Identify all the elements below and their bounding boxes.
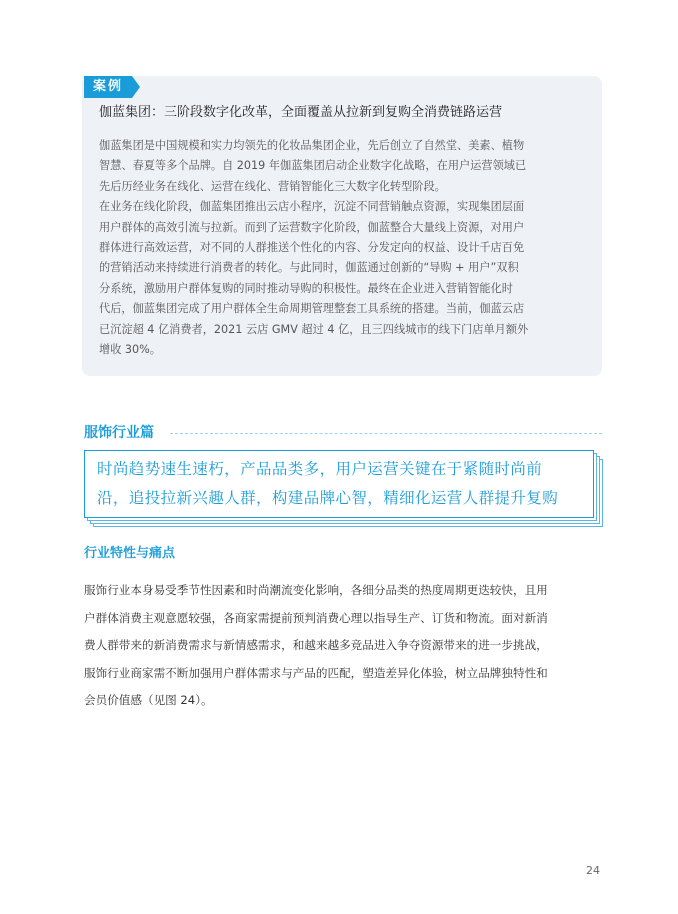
- case-line: 增收 30%。: [99, 343, 161, 357]
- case-line: 在业务在线化阶段，伽蓝集团推出云店小程序，沉淀不同营销触点资源，实现集团层面: [99, 200, 525, 214]
- body-text: [84, 577, 604, 715]
- section-divider: [170, 433, 602, 434]
- case-line: 代后，伽蓝集团完成了用户群体全生命周期管理整套工具系统的搭建。当前，伽蓝云店: [99, 302, 525, 316]
- case-line: 智慧、春夏等多个品牌。自 2019 年伽蓝集团启动企业数字化战略，在用户运营领域已: [99, 159, 527, 173]
- body-line: 费人群带来的新消费需求与新情感需求，和越来越多竞品进入争夺资源带来的进一步挑战，: [84, 638, 548, 652]
- case-line: 群体进行高效运营，对不同的人群推送个性化的内容、分发定向的权益、设计千店百免: [99, 241, 525, 255]
- page-number: 24: [586, 864, 600, 877]
- case-tag: [84, 76, 140, 98]
- key-insight-banner: [84, 450, 604, 530]
- body-line: 户群体消费主观意愿较强，各商家需提前预判消费心理以指导生产、订货和物流。面对新消: [84, 610, 548, 625]
- banner-line: 时尚趋势速生速朽，产品品类多，用户运营关键在于紧随时尚前: [97, 460, 543, 478]
- subsection-heading: 行业特性与痛点: [84, 546, 176, 561]
- case-tag-label: 案例: [92, 79, 123, 94]
- case-title: 伽蓝集团：三阶段数字化改革，全面覆盖从拉新到复购全消费链路运营: [99, 105, 503, 120]
- case-line: 伽蓝集团是中国规模和实力均领先的化妆品集团企业，先后创立了自然堂、美素、植物: [99, 139, 525, 152]
- case-body: [99, 136, 594, 360]
- banner-main: [84, 450, 594, 518]
- case-line: 已沉淀超 4 亿消费者，2021 云店 GMV 超过 4 亿，且三四线城市的线下门店单月额外: [99, 322, 529, 336]
- case-line: 用户群体的高效引流与拉新。而到了运营数字化阶段，伽蓝整合大量线上资源，对用户: [99, 220, 525, 234]
- body-line: 服饰行业商家需不断加强用户群体需求与产品的匹配，塑造差异化体验，树立品牌独特性和: [84, 665, 548, 680]
- banner-line: 沿，追投拉新兴趣人群，构建品牌心智，精细化运营人群提升复购: [97, 489, 559, 507]
- body-line: 服饰行业本身易受季节性因素和时尚潮流变化影响，各细分品类的热度周期更迭较快，且用: [84, 583, 548, 597]
- case-line: 的营销活动来持续进行消费者的转化。与此同时，伽蓝通过创新的“导购 + 用户”双积: [99, 261, 519, 275]
- body-line: 会员价值感（见图 24）。: [84, 693, 213, 707]
- case-line: 分系统，激励用户群体复购的同时推动导购的积极性。最终在企业进入营销智能化时: [99, 281, 513, 295]
- case-line: 先后历经业务在线化、运营在线化、营销智能化三大数字化转型阶段。: [99, 179, 446, 193]
- section-heading: 服饰行业篇: [84, 425, 154, 441]
